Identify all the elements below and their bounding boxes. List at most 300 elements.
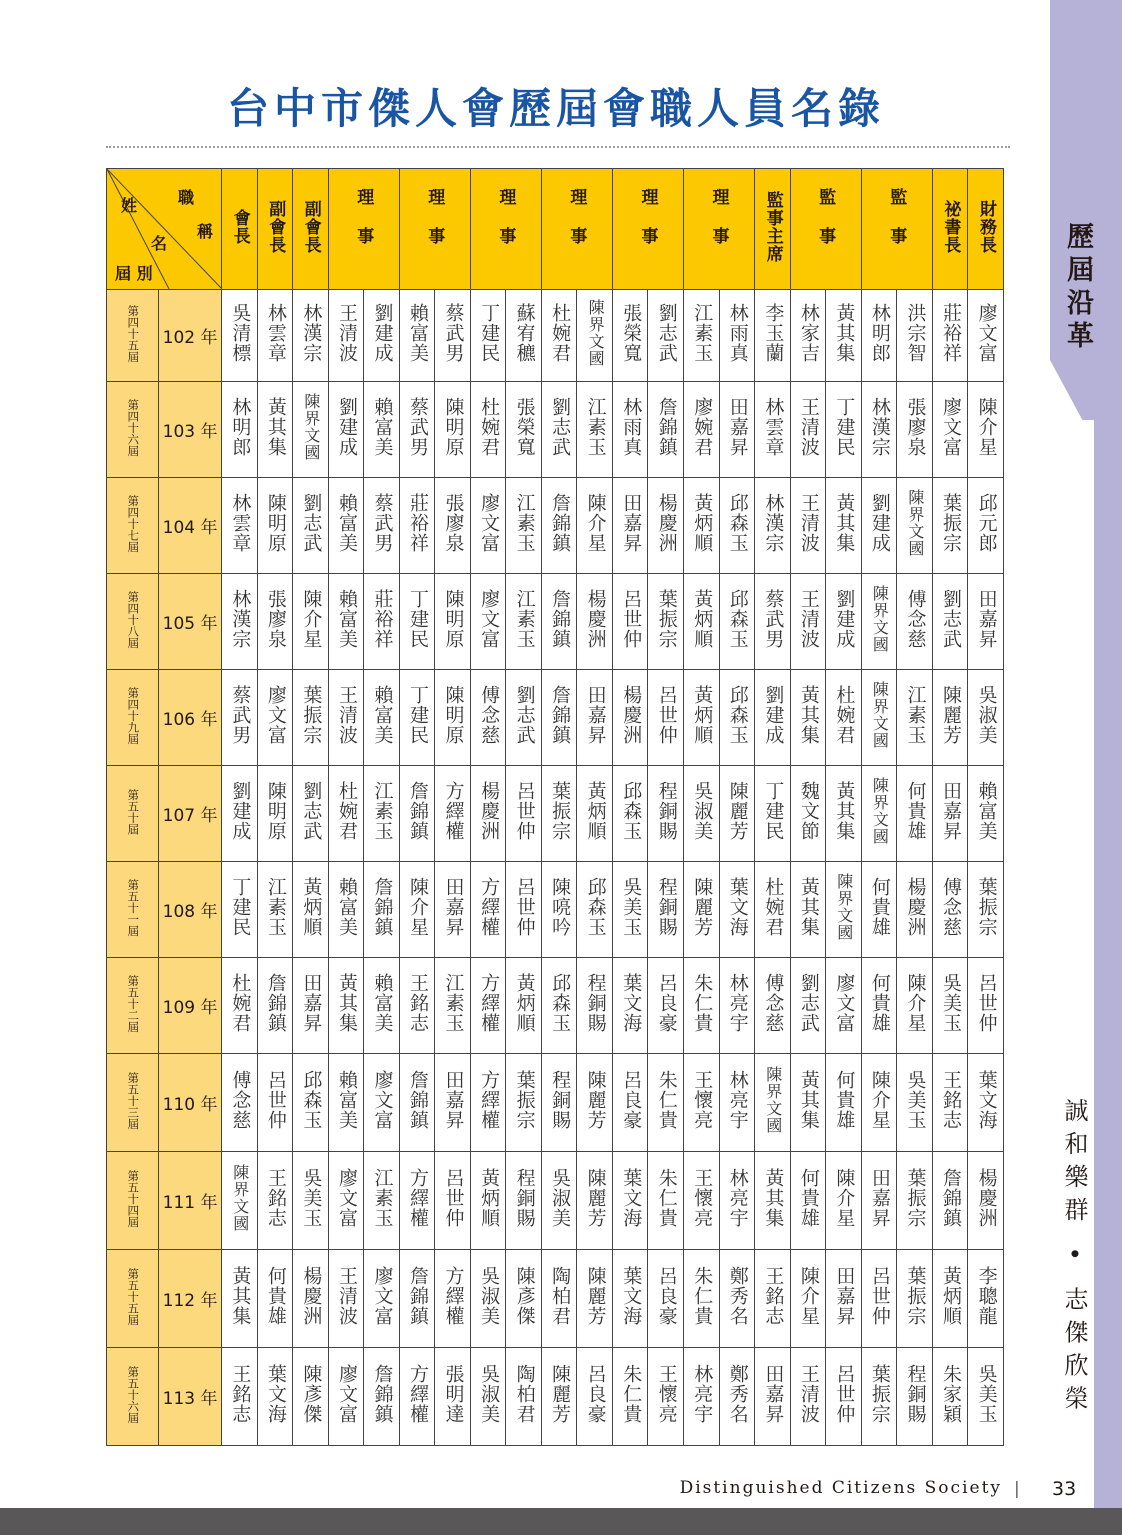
- name-cell: [755, 766, 791, 862]
- name-cell: [293, 958, 329, 1054]
- member-name: 葉振宗: [868, 1364, 891, 1424]
- member-name: 呂世仲: [975, 973, 998, 1033]
- name-cell: [755, 478, 791, 574]
- member-name: 廖文富: [939, 397, 962, 457]
- name-cell: [506, 290, 542, 382]
- name-cell: [612, 290, 648, 382]
- member-name: 劉建成: [229, 781, 252, 841]
- name-cell: [968, 574, 1004, 670]
- term-label: 第五十屆: [126, 789, 141, 835]
- member-name: 陳界文國: [586, 299, 606, 367]
- name-cell: [435, 290, 471, 382]
- member-name: 陳喨吟: [549, 877, 572, 937]
- year-cell: 109 年: [159, 958, 222, 1054]
- name-cell: [506, 1152, 542, 1250]
- name-cell: [257, 478, 293, 574]
- name-cell: [612, 1348, 648, 1446]
- member-name: 黃炳順: [691, 493, 714, 553]
- member-name: 吳淑美: [975, 685, 998, 745]
- name-cell: [755, 1054, 791, 1152]
- member-name: 傅念慈: [939, 877, 962, 937]
- name-cell: [399, 478, 435, 574]
- name-cell: [932, 1152, 968, 1250]
- name-cell: [684, 1152, 720, 1250]
- table-row: [107, 1250, 1004, 1348]
- term-label: 第五十五屆: [126, 1268, 141, 1326]
- member-name: 林家吉: [797, 303, 820, 363]
- year-cell: 110 年: [159, 1054, 222, 1152]
- member-name: 方繹權: [478, 877, 501, 937]
- corner-jie-bie: 屆 別: [115, 264, 153, 283]
- member-name: 邱森玉: [549, 973, 572, 1033]
- member-name: 詹錦鎮: [407, 1070, 429, 1130]
- name-cell: [577, 290, 613, 382]
- member-name: 朱仁貴: [691, 1266, 714, 1326]
- member-name: 黃炳順: [584, 781, 607, 841]
- name-cell: [293, 574, 329, 670]
- member-name: 丁建民: [833, 397, 856, 457]
- member-name: 葉文海: [726, 877, 749, 937]
- name-cell: [364, 1250, 400, 1348]
- name-cell: [861, 766, 897, 862]
- name-cell: [435, 1152, 471, 1250]
- member-name: 賴富美: [975, 781, 998, 841]
- name-cell: [932, 1054, 968, 1152]
- member-name: 蔡武男: [371, 493, 394, 553]
- name-cell: [541, 1250, 577, 1348]
- member-name: 林漢宗: [300, 303, 323, 363]
- header-corner-cell: [107, 169, 222, 290]
- member-name: 劉志武: [939, 589, 962, 649]
- table-row: [107, 382, 1004, 478]
- member-name: 陶柏君: [513, 1364, 536, 1424]
- member-name: 邱元郎: [975, 493, 998, 553]
- term-cell: [107, 574, 159, 670]
- name-cell: [293, 478, 329, 574]
- name-cell: [826, 290, 862, 382]
- name-cell: [648, 958, 684, 1054]
- name-cell: [577, 1152, 613, 1250]
- name-cell: [506, 382, 542, 478]
- name-cell: [293, 1054, 329, 1152]
- member-name: 陳介星: [584, 493, 607, 553]
- name-cell: [790, 766, 826, 862]
- name-cell: [541, 1348, 577, 1446]
- name-cell: [968, 862, 1004, 958]
- name-cell: [897, 862, 933, 958]
- year-cell: 113 年: [159, 1348, 222, 1446]
- member-name: 田嘉昇: [762, 1364, 785, 1424]
- header-col-9: [755, 169, 791, 290]
- term-cell: [107, 958, 159, 1054]
- name-cell: [968, 1348, 1004, 1446]
- member-name: 蘇宥穮: [513, 303, 536, 363]
- name-cell: [897, 290, 933, 382]
- name-cell: [328, 670, 364, 766]
- member-name: 陳界文國: [834, 873, 854, 941]
- term-label: 第四十七屆: [126, 495, 141, 553]
- member-name: 陳介星: [797, 1266, 820, 1326]
- member-name: 黃炳順: [513, 973, 536, 1033]
- member-name: 王清波: [335, 303, 358, 363]
- member-name: 呂良豪: [584, 1364, 607, 1424]
- name-cell: [470, 574, 506, 670]
- name-cell: [435, 1250, 471, 1348]
- member-name: 廖文富: [264, 685, 287, 745]
- name-cell: [861, 290, 897, 382]
- name-cell: [222, 290, 258, 382]
- name-cell: [506, 670, 542, 766]
- corner-cheng: 稱: [197, 222, 214, 241]
- member-name: 傅念慈: [904, 589, 927, 649]
- member-name: 田嘉昇: [726, 397, 749, 457]
- name-cell: [968, 478, 1004, 574]
- name-cell: [364, 1348, 400, 1446]
- table-row: [107, 1348, 1004, 1446]
- name-cell: [932, 1250, 968, 1348]
- member-name: 黃其集: [797, 685, 820, 745]
- header-col-1: [257, 169, 293, 290]
- header-col-label: 理事: [637, 187, 658, 266]
- name-cell: [861, 574, 897, 670]
- term-cell: [107, 382, 159, 478]
- name-cell: [328, 382, 364, 478]
- name-cell: [399, 1152, 435, 1250]
- name-cell: [222, 958, 258, 1054]
- member-name: 江素玉: [371, 781, 394, 841]
- header-col-3: [328, 169, 399, 290]
- name-cell: [790, 1152, 826, 1250]
- name-cell: [257, 1152, 293, 1250]
- member-name: 蔡武男: [442, 303, 465, 363]
- year-cell: 108 年: [159, 862, 222, 958]
- member-name: 陳麗芳: [584, 1168, 607, 1228]
- name-cell: [861, 382, 897, 478]
- term-label: 第四十六屆: [126, 399, 141, 457]
- member-name: 張榮寬: [620, 303, 643, 363]
- header-col-label: 監事: [886, 187, 907, 266]
- member-name: 劉志武: [513, 685, 536, 745]
- name-cell: [684, 1348, 720, 1446]
- name-cell: [861, 478, 897, 574]
- name-cell: [506, 1054, 542, 1152]
- member-name: 劉志武: [300, 781, 323, 841]
- term-label: 第五十三屆: [126, 1072, 141, 1130]
- name-cell: [577, 574, 613, 670]
- name-cell: [328, 574, 364, 670]
- member-name: 江素玉: [264, 877, 287, 937]
- name-cell: [932, 766, 968, 862]
- member-name: 鄭秀名: [726, 1364, 749, 1424]
- member-name: 葉振宗: [975, 877, 998, 937]
- member-name: 林明郎: [868, 303, 891, 363]
- member-name: 賴富美: [371, 973, 394, 1033]
- name-cell: [719, 670, 755, 766]
- member-name: 林雲章: [264, 303, 287, 363]
- name-cell: [968, 958, 1004, 1054]
- year-cell: 111 年: [159, 1152, 222, 1250]
- member-name: 朱家穎: [939, 1364, 962, 1424]
- member-name: 黃其集: [833, 493, 856, 553]
- member-name: 傅念慈: [478, 685, 501, 745]
- member-name: 方繹權: [407, 1364, 429, 1424]
- member-name: 江素玉: [442, 973, 465, 1033]
- member-name: 廖文富: [371, 1070, 394, 1130]
- member-name: 黃炳順: [691, 589, 714, 649]
- header-col-label: 會長: [229, 208, 250, 245]
- member-name: 陳界文國: [905, 489, 925, 557]
- member-name: 詹錦鎮: [407, 781, 429, 841]
- name-cell: [719, 382, 755, 478]
- member-name: 劉建成: [868, 493, 891, 553]
- name-cell: [364, 290, 400, 382]
- member-name: 賴富美: [335, 877, 358, 937]
- member-name: 林雲章: [229, 493, 252, 553]
- name-cell: [541, 766, 577, 862]
- name-cell: [648, 1250, 684, 1348]
- name-cell: [577, 670, 613, 766]
- member-name: 陳介星: [904, 973, 927, 1033]
- member-name: 方繹權: [478, 973, 501, 1033]
- name-cell: [684, 574, 720, 670]
- member-name: 田嘉昇: [442, 1070, 465, 1130]
- member-name: 廖文富: [478, 493, 501, 553]
- name-cell: [222, 1250, 258, 1348]
- member-name: 王銘志: [229, 1364, 252, 1424]
- member-name: 程銅賜: [513, 1168, 536, 1228]
- name-cell: [790, 1250, 826, 1348]
- name-cell: [684, 478, 720, 574]
- name-cell: [755, 1152, 791, 1250]
- member-name: 林漢宗: [762, 493, 785, 553]
- member-name: 何貴雄: [797, 1168, 820, 1228]
- name-cell: [541, 478, 577, 574]
- member-name: 呂良豪: [655, 973, 678, 1033]
- table-row: [107, 958, 1004, 1054]
- name-cell: [506, 478, 542, 574]
- member-name: 陳界文國: [870, 681, 890, 749]
- member-name: 李玉蘭: [762, 303, 785, 363]
- name-cell: [470, 1348, 506, 1446]
- name-cell: [968, 382, 1004, 478]
- member-name: 陳介星: [868, 1070, 891, 1130]
- member-name: 呂世仲: [655, 685, 678, 745]
- member-name: 王銘志: [407, 973, 429, 1033]
- member-name: 黃炳順: [691, 685, 714, 745]
- name-cell: [755, 290, 791, 382]
- name-cell: [684, 290, 720, 382]
- name-cell: [328, 1348, 364, 1446]
- member-name: 王清波: [797, 1364, 820, 1424]
- header-col-10: [790, 169, 861, 290]
- member-name: 何貴雄: [868, 973, 891, 1033]
- name-cell: [648, 290, 684, 382]
- name-cell: [755, 574, 791, 670]
- member-name: 丁建民: [229, 877, 252, 937]
- name-cell: [506, 958, 542, 1054]
- name-cell: [470, 862, 506, 958]
- name-cell: [541, 382, 577, 478]
- footer-separator: |: [1014, 1479, 1020, 1499]
- name-cell: [719, 862, 755, 958]
- member-name: 楊慶洲: [975, 1168, 998, 1228]
- member-name: 葉文海: [264, 1364, 287, 1424]
- member-name: 莊裕祥: [407, 493, 429, 553]
- member-name: 田嘉昇: [442, 877, 465, 937]
- name-cell: [897, 670, 933, 766]
- member-name: 劉志武: [300, 493, 323, 553]
- page-title: 台中市傑人會歷屆會職人員名錄: [226, 84, 885, 133]
- name-cell: [541, 1152, 577, 1250]
- member-name: 王懷亮: [691, 1070, 714, 1130]
- member-name: 王清波: [797, 397, 820, 457]
- member-name: 賴富美: [371, 397, 394, 457]
- table-row: [107, 766, 1004, 862]
- name-cell: [399, 382, 435, 478]
- member-name: 詹錦鎮: [549, 589, 572, 649]
- member-name: 傅念慈: [762, 973, 785, 1033]
- name-cell: [861, 862, 897, 958]
- member-name: 鄭秀名: [726, 1266, 749, 1326]
- name-cell: [612, 1250, 648, 1348]
- name-cell: [826, 1250, 862, 1348]
- name-cell: [719, 1152, 755, 1250]
- name-cell: [257, 1348, 293, 1446]
- name-cell: [506, 574, 542, 670]
- member-name: 黃其集: [335, 973, 358, 1033]
- name-cell: [257, 862, 293, 958]
- member-name: 陳麗芳: [584, 1070, 607, 1130]
- member-name: 王清波: [797, 493, 820, 553]
- member-name: 劉建成: [833, 589, 856, 649]
- member-name: 吳美玉: [939, 973, 962, 1033]
- name-cell: [826, 574, 862, 670]
- name-cell: [612, 958, 648, 1054]
- name-cell: [470, 766, 506, 862]
- corner-xing: 姓: [121, 196, 138, 215]
- member-name: 張明達: [442, 1364, 465, 1424]
- member-name: 陳界文國: [870, 585, 890, 653]
- name-cell: [328, 958, 364, 1054]
- header-col-label: 祕書長: [940, 199, 961, 254]
- member-name: 陳麗芳: [691, 877, 714, 937]
- table-row: [107, 862, 1004, 958]
- name-cell: [612, 670, 648, 766]
- member-name: 吳美玉: [620, 877, 643, 937]
- member-name: 詹錦鎮: [655, 397, 678, 457]
- member-name: 吳淑美: [478, 1364, 501, 1424]
- name-cell: [932, 382, 968, 478]
- name-cell: [435, 1054, 471, 1152]
- member-name: 張廖泉: [442, 493, 465, 553]
- name-cell: [364, 382, 400, 478]
- term-label: 第五十六屆: [126, 1366, 141, 1424]
- name-cell: [506, 862, 542, 958]
- name-cell: [257, 766, 293, 862]
- name-cell: [648, 478, 684, 574]
- name-cell: [968, 670, 1004, 766]
- member-name: 方繹權: [442, 781, 465, 841]
- header-col-8: [684, 169, 755, 290]
- name-cell: [506, 1348, 542, 1446]
- member-name: 陳明原: [264, 781, 287, 841]
- name-cell: [222, 670, 258, 766]
- name-cell: [328, 478, 364, 574]
- member-name: 廖文富: [335, 1364, 358, 1424]
- table-row: [107, 1152, 1004, 1250]
- member-name: 邱森玉: [584, 877, 607, 937]
- name-cell: [541, 574, 577, 670]
- name-cell: [399, 1348, 435, 1446]
- name-cell: [435, 574, 471, 670]
- header-col-label: 監事: [815, 187, 836, 266]
- member-name: 朱仁貴: [620, 1364, 643, 1424]
- name-cell: [399, 862, 435, 958]
- member-name: 詹錦鎮: [371, 877, 394, 937]
- member-name: 葉振宗: [939, 493, 962, 553]
- name-cell: [577, 1348, 613, 1446]
- name-cell: [541, 1054, 577, 1152]
- name-cell: [719, 574, 755, 670]
- member-name: 吳淑美: [478, 1266, 501, 1326]
- name-cell: [648, 1348, 684, 1446]
- member-name: 賴富美: [335, 1070, 358, 1130]
- member-name: 王懷亮: [691, 1168, 714, 1228]
- name-cell: [684, 766, 720, 862]
- member-name: 劉建成: [762, 685, 785, 745]
- member-name: 陳介星: [300, 589, 323, 649]
- member-name: 田嘉昇: [584, 685, 607, 745]
- name-cell: [826, 958, 862, 1054]
- member-name: 林亮宇: [726, 1168, 749, 1228]
- member-name: 蔡武男: [229, 685, 252, 745]
- name-cell: [293, 1250, 329, 1348]
- member-name: 葉文海: [620, 973, 643, 1033]
- member-name: 朱仁貴: [655, 1168, 678, 1228]
- header-col-label: 理事: [353, 187, 374, 266]
- table-row: [107, 1054, 1004, 1152]
- name-cell: [470, 1250, 506, 1348]
- member-name: 陳介星: [833, 1168, 856, 1228]
- motto-text: 誠和樂群 • 志傑欣榮: [1060, 1098, 1088, 1419]
- member-name: 賴富美: [335, 589, 358, 649]
- member-name: 江素玉: [904, 685, 927, 745]
- member-name: 方繹權: [407, 1168, 429, 1228]
- name-cell: [257, 574, 293, 670]
- name-cell: [577, 862, 613, 958]
- name-cell: [719, 766, 755, 862]
- term-label: 第四十八屆: [126, 591, 141, 649]
- member-name: 賴富美: [335, 493, 358, 553]
- name-cell: [257, 670, 293, 766]
- member-name: 方繹權: [442, 1266, 465, 1326]
- name-cell: [719, 1250, 755, 1348]
- name-cell: [364, 1152, 400, 1250]
- member-name: 田嘉昇: [939, 781, 962, 841]
- member-name: 江素玉: [584, 397, 607, 457]
- name-cell: [826, 382, 862, 478]
- name-cell: [435, 766, 471, 862]
- name-cell: [222, 766, 258, 862]
- name-cell: [826, 478, 862, 574]
- member-name: 朱仁貴: [655, 1070, 678, 1130]
- member-name: 劉志武: [797, 973, 820, 1033]
- name-cell: [684, 1250, 720, 1348]
- name-cell: [719, 290, 755, 382]
- member-name: 王清波: [335, 685, 358, 745]
- member-name: 邱森玉: [300, 1070, 323, 1130]
- name-cell: [328, 1152, 364, 1250]
